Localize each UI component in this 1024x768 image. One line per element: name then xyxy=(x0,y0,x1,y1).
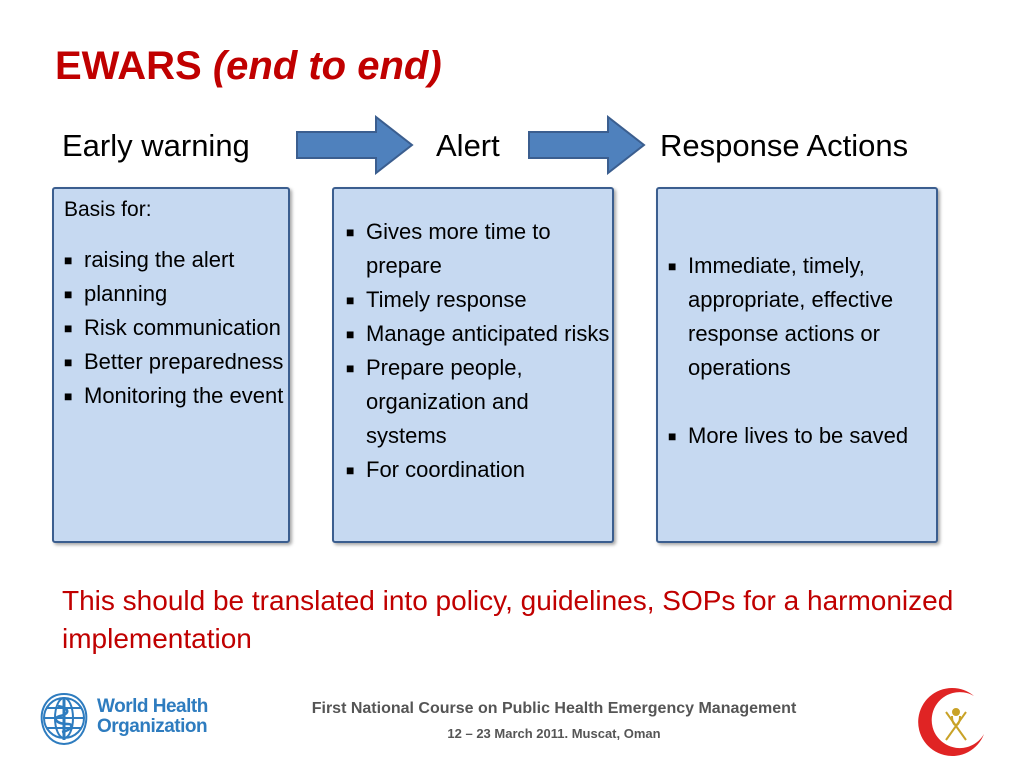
square-bullet-icon: ■ xyxy=(668,258,677,274)
list-item: ■ Monitoring the event xyxy=(64,379,289,413)
square-bullet-icon: ■ xyxy=(346,462,355,478)
oman-crescent-logo-icon xyxy=(912,682,992,762)
square-bullet-icon: ■ xyxy=(346,360,355,376)
footer-course: First National Course on Public Health Emergency Management xyxy=(311,700,797,717)
early-warning-list xyxy=(64,243,289,413)
list-item: ■ Immediate, timely, appropriate, effective response actions or operations xyxy=(668,249,933,385)
footer-dates: 12 – 23 March 2011. Muscat, Oman xyxy=(447,726,661,741)
list-item: ■ Risk communication xyxy=(64,311,289,345)
stage-alert: Alert xyxy=(436,128,500,163)
list-item: ■ Timely response xyxy=(346,283,614,317)
alert-list xyxy=(346,215,614,487)
stage-response-actions: Response Actions xyxy=(660,128,909,163)
right-arrow-icon xyxy=(528,115,646,175)
right-arrow-icon xyxy=(296,115,414,175)
list-item: ■ Prepare people, organization and systems xyxy=(346,351,614,453)
square-bullet-icon: ■ xyxy=(64,286,73,302)
box-heading: Basis for: xyxy=(64,198,152,221)
response-actions-list xyxy=(668,249,933,487)
stage-early-warning: Early warning xyxy=(62,128,250,163)
square-bullet-icon: ■ xyxy=(346,224,355,240)
response-actions-box xyxy=(656,187,938,543)
list-item: ■ Manage anticipated risks xyxy=(346,317,614,351)
policy-note: This should be translated into policy, guidelines, SOPs for a harmonized implementation xyxy=(62,585,954,654)
list-item: ■ planning xyxy=(64,277,289,311)
who-logo-text: World Health Organization xyxy=(97,696,208,737)
title-main: EWARS xyxy=(55,44,202,88)
square-bullet-icon: ■ xyxy=(64,252,73,268)
square-bullet-icon: ■ xyxy=(64,388,73,404)
list-item: ■ More lives to be saved xyxy=(668,419,933,453)
alert-box xyxy=(332,187,614,543)
early-warning-box xyxy=(52,187,290,543)
square-bullet-icon: ■ xyxy=(668,428,677,444)
slide-title xyxy=(55,44,442,89)
square-bullet-icon: ■ xyxy=(64,354,73,370)
list-item: ■ For coordination xyxy=(346,453,614,487)
square-bullet-icon: ■ xyxy=(346,326,355,342)
list-item: ■ Gives more time to prepare xyxy=(346,215,614,283)
who-globe-logo-icon xyxy=(34,688,94,750)
square-bullet-icon: ■ xyxy=(346,292,355,308)
list-item: ■ Better preparedness xyxy=(64,345,289,379)
list-item: ■ raising the alert xyxy=(64,243,289,277)
title-italic: (end to end) xyxy=(212,44,442,88)
square-bullet-icon: ■ xyxy=(64,320,73,336)
